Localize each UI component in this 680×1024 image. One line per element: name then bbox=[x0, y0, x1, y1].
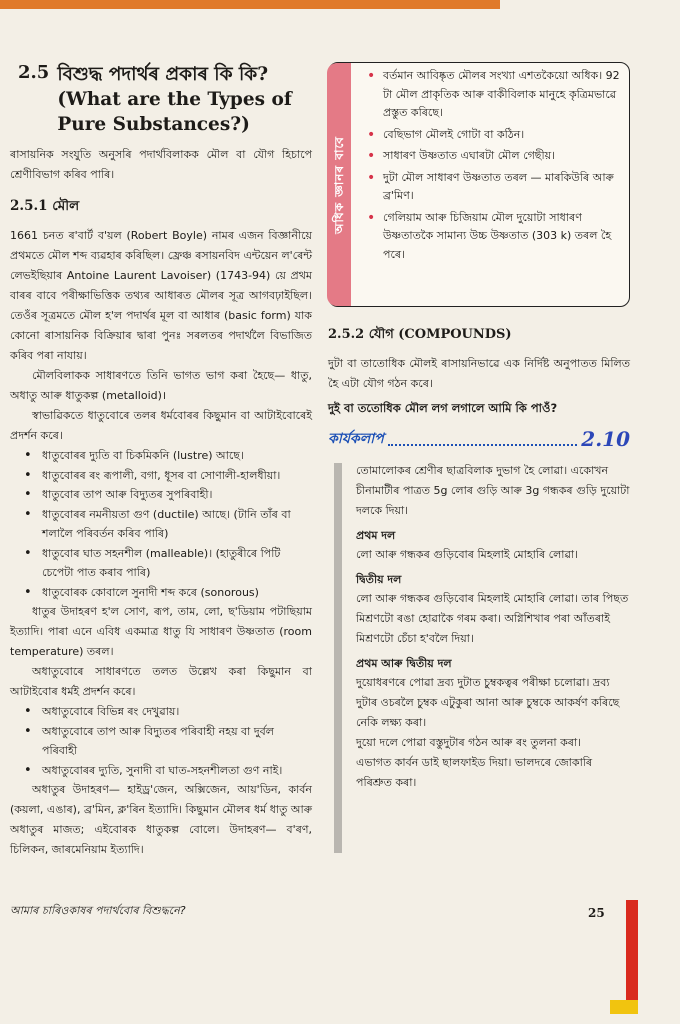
activity-label: কাৰ্যকলাপ bbox=[328, 431, 384, 447]
nonmetal-examples: অধাতুৰ উদাহৰণ— হাইড্ৰ'জেন, অক্সিজেন, আয়'ডিন, কাৰ্বন (কয়লা, এঙাৰ), ব্ৰ'মিন, ক্ল'ৰিন ইত্যাদি। কিছুমান মৌলৰ ধৰ্ম ধাতু আৰু অধাতুৰ মাজত; এইবোৰক ধাতুকল্প বোলে। উদাহৰণ— ব'ৰণ, চিলিকন, জাৰমেনিয়াম ইত্যাদি। bbox=[10, 783, 312, 856]
running-footer: আমাৰ চাৰিওকাষৰ পদাৰ্থবোৰ বিশুদ্ধনে? bbox=[10, 904, 186, 917]
activity-group-2-heading: দ্বিতীয় দল bbox=[356, 573, 402, 586]
list-item: • সাধাৰণ উষ্ণতাত এঘাৰটা মৌল গেছীয়। bbox=[365, 147, 621, 166]
activity-group-1-heading: প্ৰথম দল bbox=[356, 529, 396, 542]
activity-both-groups-heading: প্ৰথম আৰু দ্বিতীয় দল bbox=[356, 657, 452, 670]
section-number: 2.5 bbox=[18, 62, 50, 83]
list-item: • অধাতুবোৰে তাপ আৰু বিদ্যুতৰ পৰিবাহী নহয় বা দুৰ্বল পৰিবাহী bbox=[24, 722, 312, 761]
more-to-know-box bbox=[328, 62, 630, 307]
list-item: • ধাতুবোৰ তাপ আৰু বিদ্যুতৰ সুপৰিবাহী। bbox=[24, 485, 312, 505]
activity-paragraph-1: তোমালোকৰ শ্ৰেণীৰ ছাত্ৰবিলাক দুভাগ হৈ লোৱা। একোখন চীনামাটীৰ পাত্ৰত 5g লোৰ গুড়ি আৰু 3g গন্ধকৰ গুড়ি দুয়োটা দলকে দিয়া। bbox=[356, 464, 630, 517]
left-column bbox=[10, 62, 312, 860]
activity-body bbox=[328, 461, 630, 793]
more-to-know-label: অধিক জ্ঞানৰ বাবে bbox=[332, 135, 346, 234]
page-edge-accent bbox=[610, 1000, 638, 1014]
activity-side-bar bbox=[334, 463, 342, 853]
compound-paragraph: দুটা বা তাতোধিক মৌলই ৰাসায়নিভাৱে এক নিৰ্দিষ্ট অনুপাতত মিলিত হৈ এটা যৌগ গঠন কৰে। bbox=[328, 357, 630, 390]
list-item: • অধাতুবোৰে বিভিন্ন ৰং দেখুৱায়। bbox=[24, 702, 312, 722]
activity-paragraph-6: এভাগত কাৰ্বন ডাই ছালফাইড দিয়া। ভালদৰে জোকাৰি পৰিশ্ৰুত কৰা। bbox=[356, 756, 593, 789]
nonmetal-intro: অধাতুবোৰে সাধাৰণতে তলত উল্লেখ কৰা কিছুমান বা আটাইবোৰ ধৰ্মই প্ৰদৰ্শন কৰে। bbox=[10, 665, 312, 698]
activity-divider bbox=[388, 432, 578, 446]
list-item: • বেছিভাগ মৌলই গোটা বা কঠিন। bbox=[365, 126, 621, 145]
list-item: • গেলিয়াম আৰু চিজিয়াম মৌল দুয়োটা সাধাৰণ উষ্ণতাতকৈ সামান্য উচ্চ উষ্ণতাত (303 k) তৰল হৈ পৰে। bbox=[365, 209, 621, 265]
page-edge-bar bbox=[626, 900, 638, 1005]
element-heading: 2.5.1 মৌল bbox=[10, 198, 80, 214]
metal-properties-list bbox=[24, 446, 312, 602]
section-heading bbox=[18, 62, 312, 137]
section-title: বিশুদ্ধ পদাৰ্থৰ প্ৰকাৰ কি কি? (What are the Types of Pure Substances?) bbox=[57, 64, 292, 135]
list-item: • অধাতুবোৰৰ দ্যুতি, সুনাদী বা ঘাত-সহনশীলতা গুণ নাই। bbox=[24, 761, 312, 781]
list-item: • দুটা মৌল সাধাৰণ উষ্ণতাত তৰল — মাৰকিউৰি আৰু ব্ৰ'মিণ। bbox=[365, 169, 621, 206]
page-number: 25 bbox=[588, 906, 605, 920]
element-paragraph-2: মৌলবিলাকক সাধাৰণতে তিনি ভাগত ভাগ কৰা হৈছে— ধাতু, অধাতু আৰু ধাতুকল্প (metalloid)। bbox=[10, 369, 312, 402]
activity-paragraph-4: দুয়োধৰণৰে পোৱা দ্ৰব্য দুটাত চুম্বকত্বৰ পৰীক্ষা চলোৱা। দ্ৰব্য দুটাৰ ওচৰলৈ চুম্বক এটুকুৰা আনা আৰু চুম্বকে আকৰ্ষণ কৰিছে নেকি লক্ষ্য কৰা। bbox=[356, 676, 620, 729]
metal-examples: ধাতুৰ উদাহৰণ হ'ল সোণ, ৰূপ, তাম, লো, ছ'ডিয়াম পটাছিয়াম ইত্যাদি। পাৰা এনে এবিধ একমাত্ৰ ধাতু যি সাধাৰণ উষ্ণতাত (room temperature) তৰল। bbox=[10, 605, 312, 658]
right-column bbox=[328, 62, 630, 793]
list-item: • বৰ্তমান আবিষ্কৃত মৌলৰ সংখ্যা এশতকৈয়ো অধিক। 92 টা মৌল প্ৰাকৃতিক আৰু বাকীবিলাক মানুহে কৃত্ৰিমভাৱে প্ৰস্তুত কৰিছে। bbox=[365, 67, 621, 123]
activity-header bbox=[328, 425, 630, 453]
list-item: • ধাতুবোৰৰ ৰং ৰূপালী, বগা, ধূসৰ বা সোণালী-হালধীয়া। bbox=[24, 466, 312, 486]
section-intro: ৰাসায়নিক সংযুতি অনুসৰি পদাৰ্থবিলাকক মৌল বা যৌগ হিচাপে শ্ৰেণীবিভাগ কৰিব পাৰি। bbox=[10, 148, 312, 181]
element-paragraph-3: স্বাভাৱিকতে ধাতুবোৰে তলৰ ধৰ্মবোৰৰ কিছুমান বা আটাইবোৰেই প্ৰদৰ্শন কৰে। bbox=[10, 409, 312, 442]
list-item: • ধাতুবোৰ ঘাত সহনশীল (malleable)। (হাতুৰীৰে পিটি চেপেটা পাত কৰাব পাৰি) bbox=[24, 544, 312, 583]
nonmetal-properties-list bbox=[24, 702, 312, 780]
activity-paragraph-2: লো আৰু গন্ধকৰ গুড়িবোৰ মিহলাই মোহাৰি লোৱা। bbox=[356, 548, 579, 561]
element-paragraph-1: 1661 চনত ৰ'বাৰ্ট ব'য়ল (Robert Boyle) নামৰ এজন বিজ্ঞানীয়ে প্ৰথমতে মৌল শব্দ ব্যৱহাৰ কৰিছিল। ফ্ৰেঞ্চ ৰসায়নবিদ এন্টয়েন ল'ৰেন্ট লেভইছিয়াৰ Antoine Laurent Lavoiser) (1743-94) য়ে প্ৰথম বাৰৰ বাবে পৰীক্ষাভিত্তিক তথ্যৰ আধাৰত মৌলৰ সূত্ৰ আগবঢ়াইছিল। তেওঁৰ সূত্ৰমতে মৌল হ'ল পদাৰ্থৰ মূল বা আধাৰ (basic form) যাক কোনো ৰাসায়নিক বিক্ৰিয়াৰ দ্বাৰা পুনঃ সৰলতৰ পদাৰ্থলৈ বিভাজিত কৰিব পৰা নাযায়। bbox=[10, 229, 312, 362]
activity-paragraph-3: লো আৰু গন্ধকৰ গুড়িবোৰ মিহলাই মোহাৰি লোৱা। তাৰ পিছত মিশ্ৰণটো ৰঙা হোৱাকৈ গৰম কৰা। অগ্নিশিখাৰ পৰা আঁতৰাই মিশ্ৰণটো চেঁচা হ'বলৈ দিয়া। bbox=[356, 592, 629, 645]
activity-number: 2.10 bbox=[581, 427, 630, 451]
activity-paragraph-5: দুয়ো দলে পোৱা বস্তুদুটাৰ গঠন আৰু ৰং তুলনা কৰা। bbox=[356, 736, 582, 749]
list-item: • ধাতুবোৰক কোবালে সুনাদী শব্দ কৰে (sonorous) bbox=[24, 583, 312, 603]
top-color-band bbox=[0, 0, 500, 9]
compound-question: দুই বা ততোধিক মৌল লগ লগালে আমি কি পাওঁ? bbox=[328, 401, 558, 415]
compound-heading: 2.5.2 যৌগ (COMPOUNDS) bbox=[328, 327, 512, 342]
more-to-know-list bbox=[365, 67, 621, 264]
list-item: • ধাতুবোৰৰ দ্যুতি বা চিকমিকনি (lustre) আছে। bbox=[24, 446, 312, 466]
list-item: • ধাতুবোৰৰ নমনীয়তা গুণ (ductile) আছে। (টানি তাঁৰ বা শলালৈ পৰিবৰ্তন কৰিব পাৰি) bbox=[24, 505, 312, 544]
more-to-know-tab bbox=[327, 63, 351, 306]
